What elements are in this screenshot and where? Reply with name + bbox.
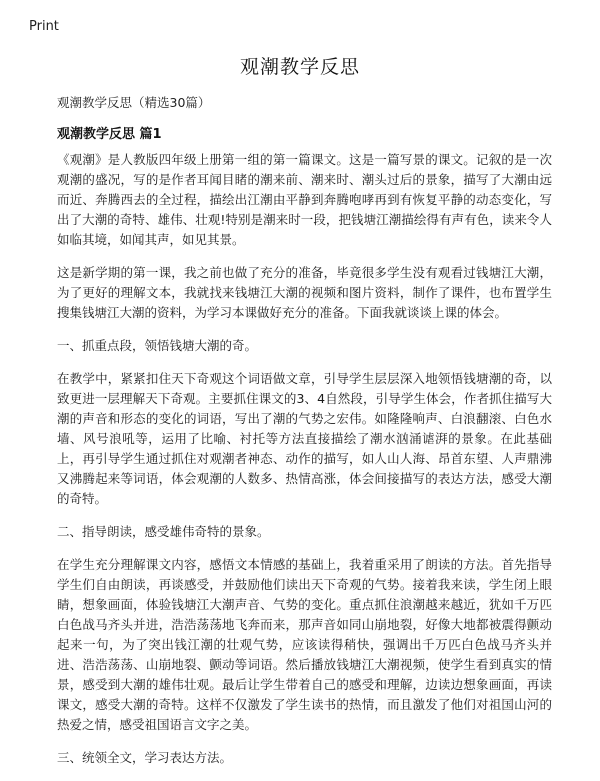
section-heading: 观潮教学反思 篇1 [57, 127, 162, 142]
document-subtitle: 观潮教学反思（精选30篇） [57, 95, 211, 110]
subheading-three: 三、统领全文，学习表达方法。 [57, 750, 233, 765]
subheading-one: 一、抓重点段，领悟钱塘大潮的奇。 [57, 338, 258, 353]
paragraph-reading: 在学生充分理解课文内容，感悟文本情感的基础上，我着重采用了朗读的方法。首先指导学生们自由朗读，再谈感受，并鼓励他们读出天下奇观的气势。接着我来读，学生闭上眼睛，想象画面，体验钱塘江大潮声音、气势的变化。重点抓住浪潮越来越近，犹如千万匹白色战马齐头并进，浩浩荡荡地飞奔而来，那声音如同山崩地裂，好像大地都被震得颤动起来一句，为了突出钱江潮的壮观气势，应该读得稍快，强调出千万匹白色战马齐头并进、浩浩荡荡、山崩地裂、颤动等词语。然后播放钱塘江大潮视频，使学生看到真实的情景，感受到大潮的雄伟壮观。最后让学生带着自己的感受和理解，边读边想象画面，再读课文，感受大潮的奇特。这样不仅激发了学生读书的热情，而且激发了他们对祖国山河的热爱之情，感受祖国语言文字之美。 [57, 557, 552, 732]
print-link[interactable]: Print [29, 19, 59, 34]
document-body [57, 150, 552, 781]
page-title: 观潮教学反思 [239, 56, 360, 78]
subheading-two: 二、指导朗读，感受雄伟奇特的景象。 [57, 524, 270, 539]
paragraph-intro: 《观潮》是人教版四年级上册第一组的第一篇课文。这是一篇写景的课文。记叙的是一次观潮的盛况，写的是作者耳闻目睹的潮来前、潮来时、潮头过后的景象，描写了大潮由远而近、奔腾西去的全过程，描绘出江潮由平静到奔腾咆哮再到有恢复平静的动态变化，写出了大潮的奇特、雄伟、壮观!特别是潮来时一段，把钱塘江潮描绘得有声有色，读来令人如临其境，如闻其声，如见其景。 [57, 152, 552, 247]
paragraph-preparation: 这是新学期的第一课，我之前也做了充分的准备，毕竟很多学生没有观看过钱塘江大潮，为了更好的理解文本，我就找来钱塘江大潮的视频和图片资料，制作了课件，也布置学生搜集钱塘江大潮的资料，为学习本课做好充分的准备。下面我就谈谈上课的体会。 [57, 265, 552, 320]
paragraph-teaching: 在教学中，紧紧扣住天下奇观这个词语做文章，引导学生层层深入地领悟钱塘潮的奇，以致更进一层理解天下奇观。主要抓住课文的3、4自然段，引导学生体会，作者抓住描写大潮的声音和形态的变化的词语，写出了潮的气势之宏伟。如隆隆响声、白浪翻滚、白色水墙、风号浪吼等，运用了比喻、衬托等方法直接描绘了潮水汹涌谑湃的景象。在此基础上，再引导学生通过抓住对观潮者神态、动作的描写，如人山人海、昂首东望、人声鼎沸又沸腾起来等词语，体会观潮的人数多、热情高涨，体会间接描写的表达方法，感受大潮的奇特。 [57, 371, 552, 506]
